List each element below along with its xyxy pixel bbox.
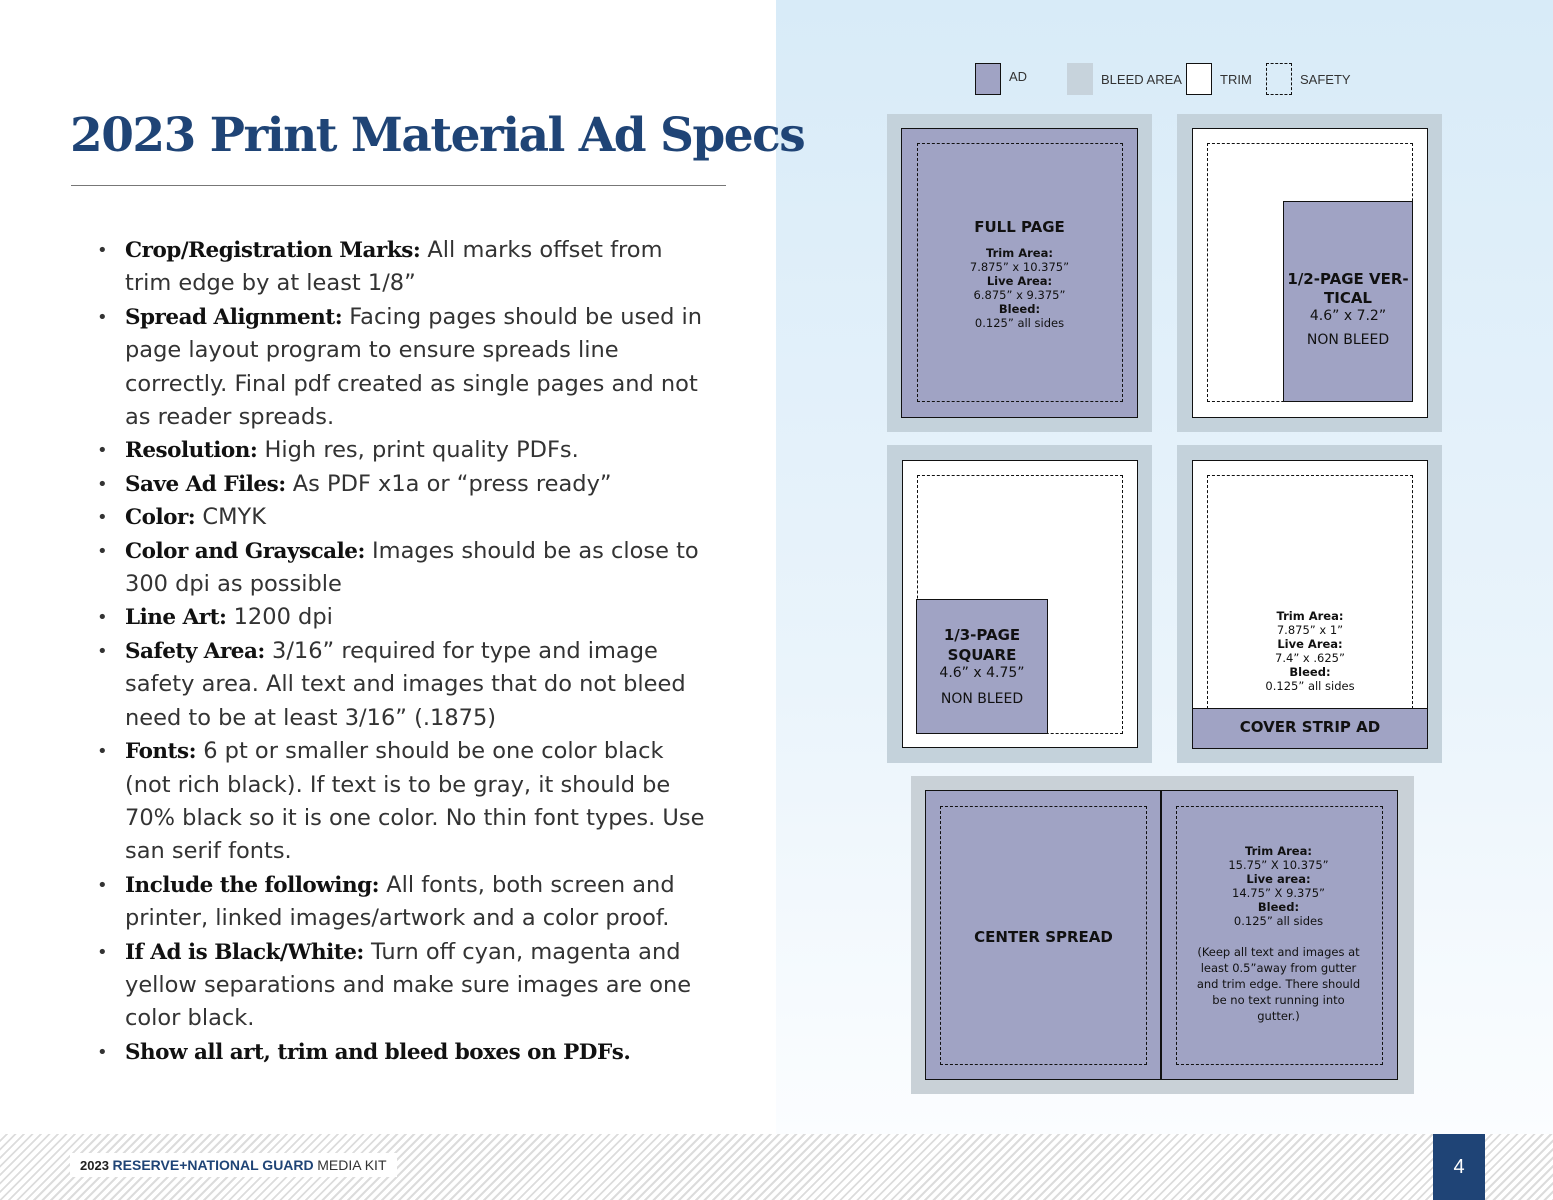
bullet-icon: • [97, 874, 108, 896]
spec-item [95, 601, 705, 634]
spec-item [95, 501, 705, 534]
legend-bleed-label: BLEED AREA [1101, 71, 1182, 87]
legend-safety [1266, 62, 1351, 96]
spec-label: Include the following: [125, 872, 380, 898]
bullet-icon: • [97, 607, 108, 629]
full-page-live-value: 6.875” x 9.375” [973, 288, 1066, 302]
half-page-card [1177, 114, 1442, 432]
third-page-specs [916, 625, 1048, 707]
third-page-note: NON BLEED [940, 691, 1024, 707]
bullet-icon: • [97, 1041, 108, 1063]
bullet-icon: • [97, 640, 108, 662]
cover-strip-live-value: 7.4” x .625” [1275, 651, 1345, 665]
full-page-trim-value: 7.875” x 10.375” [969, 260, 1070, 274]
spec-item [95, 869, 705, 936]
legend-trim [1186, 62, 1252, 96]
center-spread-trim-label: Trim Area: [1245, 844, 1312, 858]
spec-item [95, 635, 705, 735]
spec-item [95, 535, 705, 602]
center-spread-bleed-label: Bleed: [1257, 900, 1300, 914]
safety-swatch-icon [1266, 63, 1292, 95]
bullet-icon: • [97, 941, 108, 963]
spec-item [95, 468, 705, 501]
third-page-title: 1/3-PAGE SQUARE [943, 626, 1021, 664]
spec-label: Save Ad Files: [125, 471, 286, 497]
page-number: 4 [1433, 1134, 1485, 1200]
spec-item [95, 735, 705, 869]
spec-label: Resolution: [125, 438, 258, 464]
cover-strip-title: COVER STRIP AD [1239, 718, 1381, 736]
cover-strip-card [1177, 445, 1442, 763]
footer-suffix: MEDIA KIT [317, 1157, 387, 1173]
full-page-bleed-label: Bleed: [998, 302, 1041, 316]
center-spread-specs [1196, 844, 1361, 1024]
bullet-icon: • [97, 240, 108, 261]
third-page-card [887, 445, 1152, 763]
cover-strip-trim-value: 7.875” x 1” [1276, 623, 1344, 637]
legend-bleed [1067, 62, 1182, 96]
spec-item [95, 434, 705, 467]
bleed-swatch-icon [1067, 63, 1093, 95]
spec-label: Crop/Registration Marks: [125, 238, 421, 263]
center-spread-card [911, 776, 1414, 1094]
spec-label: Line Art: [125, 605, 227, 631]
spec-label: Show all art, trim and bleed boxes on PDFs. [125, 1039, 631, 1065]
half-page-specs [1283, 270, 1413, 348]
page-title: 2023 Print Material Ad Specs [70, 108, 805, 163]
cover-strip-title-wrap [1192, 718, 1428, 736]
center-spread-title-wrap [940, 928, 1147, 946]
spec-text: All fonts, both screen and printer, linked images/artwork and a color proof. [125, 871, 675, 932]
legend-trim-label: TRIM [1220, 71, 1252, 87]
center-spread-live-value: 14.75” X 9.375” [1232, 886, 1325, 900]
spec-text: Images should be as close to 300 dpi as possible [125, 537, 699, 598]
bullet-icon: • [97, 306, 108, 328]
spec-text: Facing pages should be used in page layout program to ensure spreads line correctly. Final pdf created as single pages and not as reader spreads. [125, 303, 703, 431]
spec-text: 1200 dpi [226, 604, 333, 631]
spec-label: If Ad is Black/White: [125, 939, 364, 965]
full-page-live-label: Live Area: [986, 274, 1053, 288]
spec-text: CMYK [195, 504, 267, 531]
full-page-card [887, 114, 1152, 432]
spec-item [95, 301, 705, 435]
spec-text: 3/16” required for type and image safety area. All text and images that do not bleed need to be at least 3/16” (.1875) [125, 637, 686, 731]
spec-item [95, 1036, 705, 1069]
cover-strip-specs [1207, 609, 1413, 693]
ad-swatch-icon [975, 63, 1001, 95]
spec-item [95, 234, 705, 301]
footer-brand-name: RESERVE+NATIONAL GUARD [112, 1157, 314, 1173]
center-spread-live-label: Live area: [1246, 872, 1311, 886]
cover-strip-trim-label: Trim Area: [1276, 609, 1344, 623]
full-page-title: FULL PAGE [974, 218, 1065, 236]
spec-label: Fonts: [125, 739, 197, 765]
bullet-icon: • [97, 741, 108, 763]
legend-safety-label: SAFETY [1300, 71, 1351, 87]
center-spread-note: (Keep all text and images at least 0.5”away from gutter and trim edge. There should be no text running into gutter.) [1196, 945, 1361, 1023]
footer-brand [70, 1153, 397, 1177]
third-page-size: 4.6” x 4.75” [939, 665, 1025, 681]
legend-ad-label: AD [1009, 68, 1028, 84]
trim-swatch-icon [1186, 63, 1212, 95]
title-divider [71, 185, 726, 186]
full-page-trim-label: Trim Area: [986, 246, 1053, 260]
footer-year: 2023 [80, 1158, 109, 1173]
bullet-icon: • [97, 540, 108, 562]
half-page-note: NON BLEED [1306, 332, 1390, 348]
full-page-bleed-value: 0.125” all sides [974, 316, 1065, 330]
spec-item [95, 936, 705, 1036]
bullet-icon: • [97, 507, 108, 529]
bullet-icon: • [97, 440, 108, 462]
spec-label: Color: [125, 505, 196, 531]
cover-strip-bleed-label: Bleed: [1289, 665, 1331, 679]
center-spread-gutter [1160, 790, 1162, 1080]
full-page-specs [901, 218, 1138, 330]
spec-text: 6 pt or smaller should be one color black (not rich black). If text is to be gray, it should be 70% black so it is one color. No thin font types. Use san serif fonts. [125, 738, 705, 865]
legend-ad [975, 62, 1027, 96]
spec-label: Spread Alignment: [125, 304, 343, 330]
half-page-title: 1/2-PAGE VER-TICAL [1287, 270, 1409, 307]
center-spread-bleed-value: 0.125” all sides [1233, 914, 1324, 928]
spec-text: Turn off cyan, magenta and yellow separations and make sure images are one color black. [125, 938, 692, 1032]
spec-text: All marks offset from trim edge by at least 1/8” [125, 237, 663, 297]
center-spread-title: CENTER SPREAD [974, 928, 1113, 946]
cover-strip-bleed-value: 0.125” all sides [1265, 679, 1355, 693]
spec-label: Safety Area: [125, 638, 265, 664]
cover-strip-live-label: Live Area: [1277, 637, 1343, 651]
spec-list [95, 234, 705, 1069]
spec-text: High res, print quality PDFs. [257, 437, 579, 464]
spec-label: Color and Grayscale: [125, 538, 365, 564]
bullet-icon: • [97, 473, 108, 495]
spec-text: As PDF x1a or “press ready” [285, 470, 612, 497]
half-page-size: 4.6” x 7.2” [1309, 308, 1387, 324]
center-spread-trim-value: 15.75” X 10.375” [1228, 858, 1329, 872]
